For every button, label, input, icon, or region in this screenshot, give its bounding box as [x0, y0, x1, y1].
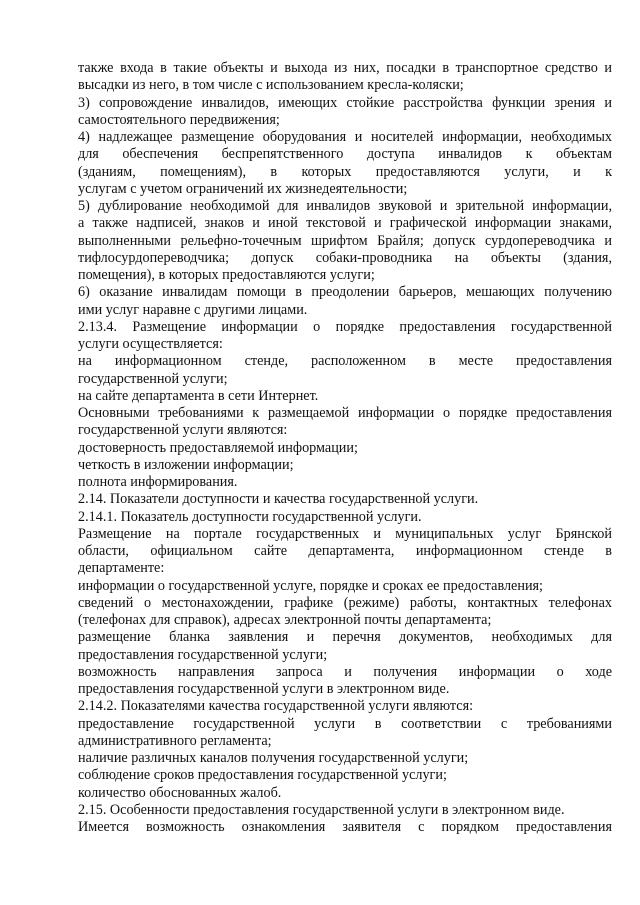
text-line: тифлосурдопереводчика; допуск собаки-проводника на объекты (здания, — [78, 249, 612, 266]
text-line: достоверность предоставляемой информации; — [78, 439, 358, 456]
document-body-text — [78, 60, 612, 836]
text-line: 6) оказание инвалидам помощи в преодолении барьеров, мешающих получению — [78, 284, 612, 301]
text-line: 5) дублирование необходимой для инвалидов звуковой и зрительной информации, — [78, 198, 612, 214]
text-line: административного регламента; — [78, 732, 272, 749]
text-line: а также надписей, знаков и иной текстовой и графической информации знаками, — [78, 215, 612, 232]
text-line: соблюдение сроков предоставления государственной услуги; — [78, 767, 447, 784]
text-line: на сайте департамента в сети Интернет. — [78, 387, 319, 404]
text-line: Имеется возможность ознакомления заявителя с порядком предоставления — [78, 819, 612, 835]
text-line: 2.15. Особенности предоставления государственной услуги в электронном виде. — [78, 801, 565, 818]
text-line: услуги осуществляется: — [78, 336, 223, 352]
text-line: помещения), в которых предоставляются услуги; — [78, 267, 375, 283]
text-line: для обеспечения беспрепятственного доступа инвалидов к объектам — [78, 146, 612, 163]
text-line: предоставления государственной услуги в электронном виде. — [78, 681, 450, 697]
text-line: ими услуг наравне с другими лицами. — [78, 301, 308, 318]
text-line: 4) надлежащее размещение оборудования и носителей информации, необходимых — [78, 129, 612, 145]
text-line: наличие различных каналов получения государственной услуги; — [78, 750, 469, 766]
text-line: четкость в изложении информации; — [78, 456, 294, 473]
text-line: полнота информирования. — [78, 474, 238, 490]
text-line: услугам с учетом ограничений их жизнедеятельности; — [78, 180, 408, 197]
text-line: возможность направления запроса и получения информации о ходе — [78, 663, 612, 680]
text-line: 2.14.1. Показатель доступности государственной услуги. — [78, 508, 422, 525]
text-line: 3) сопровождение инвалидов, имеющих стойкие расстройства функции зрения и — [78, 94, 612, 111]
text-line: предоставление государственной услуги в соответствии с требованиями — [78, 715, 612, 732]
text-line: информации о государственной услуге, порядке и сроках ее предоставления; — [78, 577, 543, 594]
text-line: государственной услуги являются: — [78, 422, 288, 439]
text-line: 2.14. Показатели доступности и качества государственной услуги. — [78, 491, 479, 508]
text-line: 2.14.2. Показателями качества государственной услуги являются: — [78, 698, 474, 715]
text-line: выполненными рельефно-точечным шрифтом Брайля; допуск сурдопереводчика и — [78, 232, 612, 249]
text-line: департаменте: — [78, 560, 165, 577]
text-line: сведений о местонахождении, графике (режиме) работы, контактных телефонах — [78, 594, 612, 611]
text-line: Основными требованиями к размещаемой информации о порядке предоставления — [78, 405, 612, 421]
text-line: государственной услуги; — [78, 370, 228, 387]
text-line: предоставления государственной услуги; — [78, 646, 328, 663]
text-line: (телефонах для справок), адресах электронной почты департамента; — [78, 612, 492, 628]
text-line: на информационном стенде, расположенном в месте предоставления — [78, 353, 612, 370]
text-line: 2.13.4. Размещение информации о порядке предоставления государственной — [78, 318, 612, 335]
text-line: области, официальном сайте департамента, информационном стенде в — [78, 543, 612, 559]
text-line: высадки из него, в том числе с использованием кресла-коляски; — [78, 77, 464, 94]
text-line: размещение бланка заявления и перечня документов, необходимых для — [78, 629, 612, 646]
text-line: Размещение на портале государственных и муниципальных услуг Брянской — [78, 525, 612, 542]
text-line: самостоятельного передвижения; — [78, 111, 280, 128]
text-line: (зданиям, помещениям), в которых предоставляются услуги, и к — [78, 163, 612, 180]
text-line: также входа в такие объекты и выхода из них, посадки в транспортное средство и — [78, 60, 612, 76]
text-line: количество обоснованных жалоб. — [78, 784, 282, 801]
